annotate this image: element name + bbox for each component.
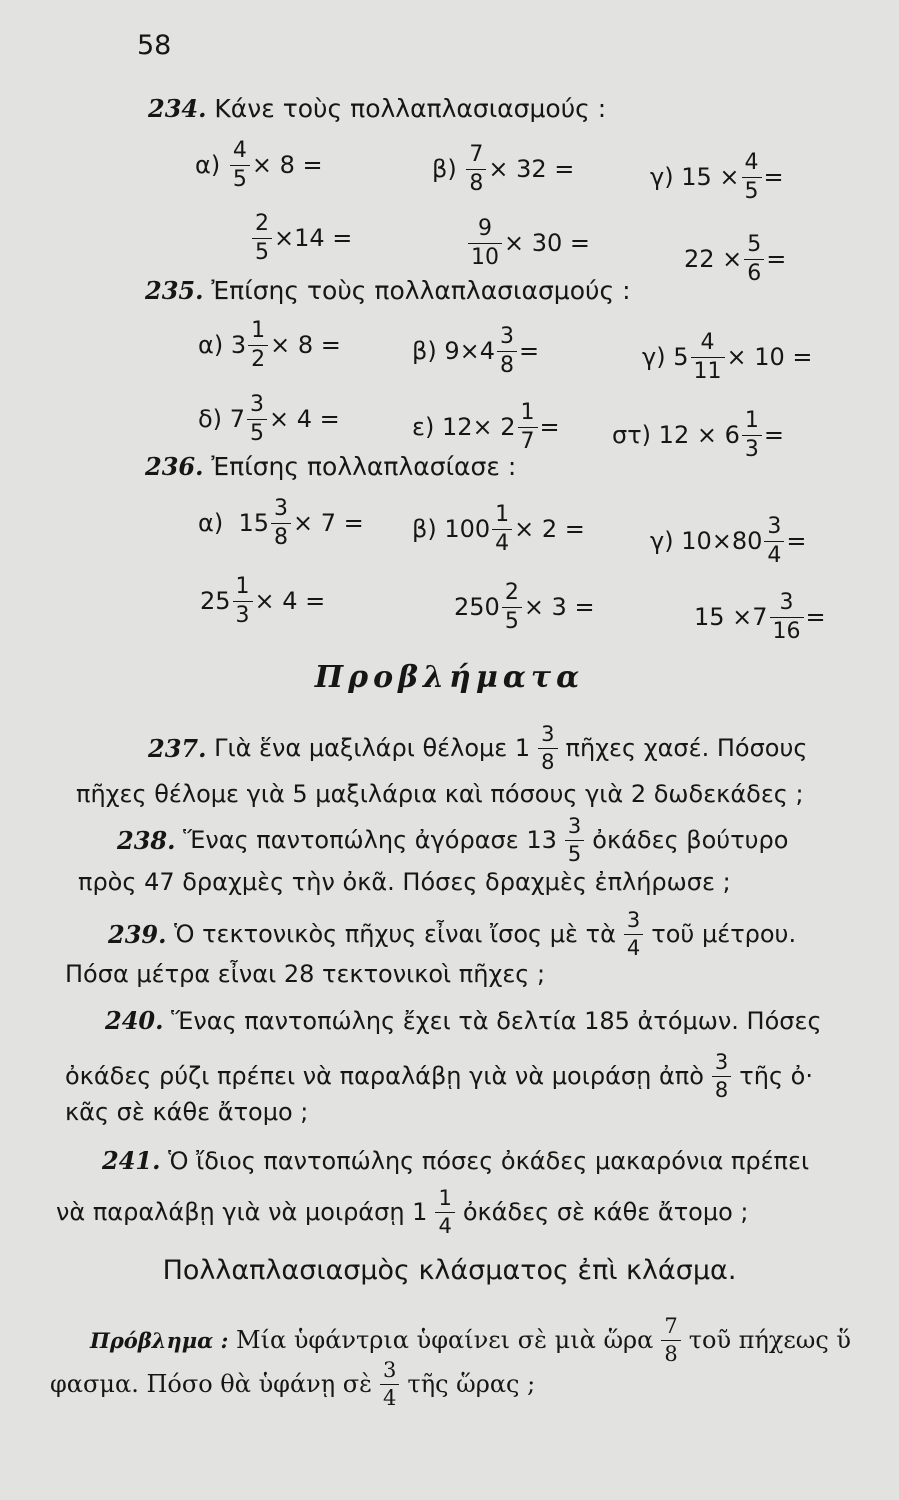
ex234-item-1-fraction xyxy=(230,137,250,192)
exercise-235-text: Ἐπίσης τοὺς πολλαπλασιασμούς : xyxy=(211,276,631,305)
problem-237-fraction xyxy=(538,721,557,774)
numerator: 7 xyxy=(664,1313,678,1338)
exercise-234-heading xyxy=(148,94,606,123)
problem-239-line-1 xyxy=(108,906,796,962)
ex235-item-5-label: ε) xyxy=(412,413,435,441)
ex234-item-2-label: β) xyxy=(432,155,457,183)
problem-241-fraction xyxy=(435,1185,454,1238)
numerator: 1 xyxy=(438,1185,452,1210)
ex235-item-2-pre: 9×4 xyxy=(444,337,495,365)
ex236-item-6-fraction xyxy=(770,589,804,644)
denominator: 8 xyxy=(712,1076,731,1101)
page-number: 58 xyxy=(137,30,172,61)
denominator: 3 xyxy=(233,601,253,627)
ex236-item-3-fraction xyxy=(764,513,784,568)
problem-240-text-a: ὀκάδες ρύζι πρέπει νὰ παραλάβῃ γιὰ νὰ μοιράσῃ ἀπὸ xyxy=(65,1062,704,1090)
ex236-item-1-fraction xyxy=(271,495,291,550)
numerator: 2 xyxy=(255,210,269,236)
denominator: 5 xyxy=(247,419,267,445)
problem-238-line-1 xyxy=(117,812,788,868)
ex234-item-6-pre: 22 × xyxy=(684,245,743,273)
ex234-item-3-pre: 15 × xyxy=(681,163,740,191)
denominator: 5 xyxy=(502,607,522,633)
ex235-item-4-pre: 7 xyxy=(229,405,245,433)
problem-241-text: Ὁ ἴδιος παντοπώλης πόσες ὀκάδες μακαρόνια πρέπει xyxy=(168,1146,810,1175)
numerator: 1 xyxy=(520,399,535,425)
problem-line-2 xyxy=(50,1356,535,1412)
ex236-item-4 xyxy=(200,556,325,646)
ex235-item-5-pre: 12× 2 xyxy=(441,413,516,441)
ex236-item-2-fraction xyxy=(492,501,512,556)
denominator: 4 xyxy=(435,1212,454,1237)
problems-title: Προβλήματα xyxy=(314,660,585,695)
ex235-item-2-label: β) xyxy=(412,337,437,365)
denominator: 4 xyxy=(492,529,512,555)
denominator: 8 xyxy=(466,169,486,195)
ex236-item-5-post: × 3 = xyxy=(523,593,595,621)
numerator: 3 xyxy=(249,391,264,417)
problem-text-b: τοῦ πήχεως ὕ xyxy=(688,1326,852,1354)
ex236-item-1-pre: 15 xyxy=(238,509,269,537)
ex235-item-1-label: α) xyxy=(198,331,224,359)
numerator: 4 xyxy=(232,137,247,163)
problem-fraction-2 xyxy=(380,1357,399,1410)
problem-240-line-2 xyxy=(65,1048,813,1104)
ex236-item-4-fraction xyxy=(233,573,253,628)
problem-238-text-a: Ἕνας παντοπώλης ἀγόρασε 13 xyxy=(183,826,557,854)
ex235-item-1-post: × 8 = xyxy=(270,331,341,359)
ex234-item-1-post: × 8 = xyxy=(251,151,323,179)
ex235-item-4-post: × 4 = xyxy=(268,405,340,433)
ex235-item-4-fraction xyxy=(247,391,267,446)
ex236-item-1-post: × 7 = xyxy=(293,509,364,537)
ex234-item-1-label: α) xyxy=(195,151,221,179)
ex234-item-6-post: = xyxy=(766,245,787,273)
denominator: 4 xyxy=(764,541,784,567)
ex235-item-3-post: × 10 = xyxy=(726,343,813,371)
problem-239-text-b: τοῦ μέτρου. xyxy=(651,920,797,948)
ex236-item-2-pre: 100 xyxy=(444,515,491,543)
ex235-item-3-label: γ) xyxy=(642,343,666,371)
exercise-236-heading xyxy=(145,452,516,481)
denominator: 11 xyxy=(691,357,725,383)
problem-241-line-1 xyxy=(102,1146,809,1175)
numerator: 1 xyxy=(235,573,250,599)
numerator: 3 xyxy=(274,495,288,521)
problem-240-text: Ἕνας παντοπώλης ἔχει τὰ δελτία 185 ἀτόμων. Πόσες xyxy=(171,1006,822,1035)
numerator: 9 xyxy=(478,215,492,241)
denominator: 5 xyxy=(230,165,250,191)
problem-237-line-2: πῆχες θέλομε γιὰ 5 μαξιλάρια καὶ πόσους γιὰ 2 δωδεκάδες ; xyxy=(76,780,804,808)
ex236-item-3-post: = xyxy=(786,527,807,555)
problem-237-text-a: Γιὰ ἕνα μαξιλάρι θέλομε 1 xyxy=(214,734,531,762)
numerator: 3 xyxy=(541,721,555,746)
numerator: 1 xyxy=(744,407,759,433)
exercise-236-text: Ἐπίσης πολλαπλασίασε : xyxy=(211,452,517,481)
exercise-236-number: 236. xyxy=(145,452,204,481)
ex235-item-2-post: = xyxy=(518,337,540,365)
numerator: 2 xyxy=(504,579,519,605)
ex235-item-5-fraction xyxy=(518,399,538,454)
ex236-item-3-label: γ) xyxy=(650,527,674,555)
problem-text-a: Μία ὑφάντρια ὑφαίνει σὲ μιὰ ὥρα xyxy=(236,1326,654,1354)
denominator: 8 xyxy=(271,523,291,549)
numerator: 3 xyxy=(383,1357,397,1382)
problem-239-text-a: Ὁ τεκτονικὸς πῆχυς εἶναι ἴσος μὲ τὰ xyxy=(174,920,616,948)
problem-241-line-2 xyxy=(56,1184,749,1240)
problem-label: Πρόβλημα : xyxy=(90,1327,229,1353)
problem-241-text-a: νὰ παραλάβῃ γιὰ νὰ μοιράσῃ 1 xyxy=(56,1198,428,1226)
problem-238-text-b: ὀκάδες βούτυρο xyxy=(592,826,789,854)
problem-238-line-2: πρὸς 47 δραχμὲς τὴν ὀκᾶ. Πόσες δραχμὲς ἐπλήρωσε ; xyxy=(78,868,731,896)
denominator: 2 xyxy=(248,345,268,371)
problem-text-c: φασμα. Πόσο θὰ ὑφάνῃ σὲ xyxy=(50,1370,373,1398)
ex235-item-2-fraction xyxy=(497,323,517,378)
denominator: 7 xyxy=(518,427,538,453)
denominator: 8 xyxy=(538,748,557,773)
problem-239-number: 239. xyxy=(108,919,167,949)
ex234-item-3 xyxy=(650,132,784,222)
denominator: 6 xyxy=(744,259,764,285)
denominator: 8 xyxy=(497,351,517,377)
ex234-item-6-fraction xyxy=(744,231,764,286)
numerator: 3 xyxy=(499,323,514,349)
numerator: 3 xyxy=(626,907,641,932)
problem-240-fraction xyxy=(712,1049,731,1102)
problem-fraction-1 xyxy=(661,1313,680,1366)
ex235-item-6-fraction xyxy=(742,407,762,462)
problem-237-text-b: πῆχες χασέ. Πόσους xyxy=(565,734,808,762)
ex235-item-1-pre: 3 xyxy=(230,331,247,359)
denominator: 8 xyxy=(661,1340,680,1365)
exercise-235-number: 235. xyxy=(145,276,204,305)
ex235-item-4-label: δ) xyxy=(198,405,223,433)
problem-239-line-2: Πόσα μέτρα εἶναι 28 τεκτονικοὶ πῆχες ; xyxy=(65,960,546,988)
problem-239-fraction xyxy=(624,907,643,960)
numerator: 1 xyxy=(495,501,510,527)
problem-240-number: 240. xyxy=(105,1006,164,1035)
numerator: 3 xyxy=(767,513,782,539)
ex235-item-3-fraction xyxy=(691,329,725,384)
numerator: 5 xyxy=(747,231,762,257)
ex236-item-5 xyxy=(454,562,595,652)
ex234-item-5-fraction xyxy=(468,215,502,270)
numerator: 1 xyxy=(251,317,266,343)
ex236-item-2-label: β) xyxy=(412,515,437,543)
ex236-item-2 xyxy=(412,484,585,574)
denominator: 16 xyxy=(770,617,804,643)
numerator: 3 xyxy=(779,589,794,615)
denominator: 5 xyxy=(565,840,584,865)
numerator: 3 xyxy=(567,813,582,838)
ex234-item-5-post: × 30 = xyxy=(504,229,591,257)
ex236-item-4-post: × 4 = xyxy=(254,587,326,615)
ex235-item-6 xyxy=(612,390,784,480)
denominator: 10 xyxy=(468,243,502,269)
ex235-item-4 xyxy=(198,374,340,464)
denominator: 3 xyxy=(742,435,762,461)
ex236-item-4-pre: 25 xyxy=(200,587,231,615)
denominator: 4 xyxy=(624,934,643,959)
ex236-item-5-pre: 250 xyxy=(454,593,500,621)
problem-240-text-b: τῆς ὀ· xyxy=(739,1062,813,1090)
denominator: 5 xyxy=(742,177,762,203)
ex236-item-1 xyxy=(198,478,364,568)
ex236-item-6 xyxy=(694,572,826,662)
ex235-item-6-post: = xyxy=(763,421,784,449)
ex235-item-6-pre: 12 × 6 xyxy=(658,421,740,449)
ex234-item-4-post: ×14 = xyxy=(274,224,353,252)
problem-241-number: 241. xyxy=(102,1146,161,1175)
numerator: 4 xyxy=(700,329,715,355)
exercise-234-text: Κάνε τοὺς πολλαπλασιασμούς : xyxy=(214,94,607,123)
ex235-item-5-post: = xyxy=(539,413,560,441)
numerator: 3 xyxy=(714,1049,729,1074)
ex234-item-4-fraction xyxy=(252,210,272,265)
ex236-item-6-post: = xyxy=(805,603,826,631)
ex236-item-5-fraction xyxy=(502,579,522,634)
problem-237-line-1 xyxy=(148,720,807,776)
ex234-item-3-fraction xyxy=(742,149,762,204)
section-title: Πολλαπλασιασμὸς κλάσματος ἐπὶ κλάσμα. xyxy=(162,1255,737,1286)
ex234-item-5 xyxy=(466,198,590,288)
ex236-item-1-label: α) xyxy=(198,509,224,537)
denominator: 5 xyxy=(252,238,272,264)
problem-240-line-3: κᾶς σὲ κάθε ἄτομο ; xyxy=(65,1098,309,1126)
ex235-item-3 xyxy=(642,312,813,402)
ex234-item-4 xyxy=(250,193,352,283)
ex236-item-2-post: × 2 = xyxy=(514,515,585,543)
ex234-item-2-post: × 32 = xyxy=(488,155,575,183)
denominator: 4 xyxy=(380,1384,399,1409)
numerator: 4 xyxy=(744,149,759,175)
ex234-item-6 xyxy=(684,214,786,304)
ex235-item-6-label: στ) xyxy=(612,421,652,449)
ex234-item-3-post: = xyxy=(763,163,784,191)
problem-240-line-1 xyxy=(105,1006,822,1035)
ex234-item-3-label: γ) xyxy=(650,163,674,191)
ex236-item-3-pre: 10×80 xyxy=(681,527,763,555)
problem-text-d: τῆς ὥρας ; xyxy=(407,1370,536,1398)
exercise-234-number: 234. xyxy=(148,94,207,123)
ex234-item-2-fraction xyxy=(466,141,486,196)
problem-238-fraction xyxy=(565,813,584,866)
ex235-item-3-pre: 5 xyxy=(673,343,689,371)
problem-237-number: 237. xyxy=(148,733,207,763)
numerator: 7 xyxy=(469,141,484,167)
ex235-item-1-fraction xyxy=(248,317,268,372)
problem-238-number: 238. xyxy=(117,825,176,855)
ex236-item-6-pre: 15 ×7 xyxy=(694,603,768,631)
problem-241-text-b: ὀκάδες σὲ κάθε ἄτομο ; xyxy=(462,1198,749,1226)
